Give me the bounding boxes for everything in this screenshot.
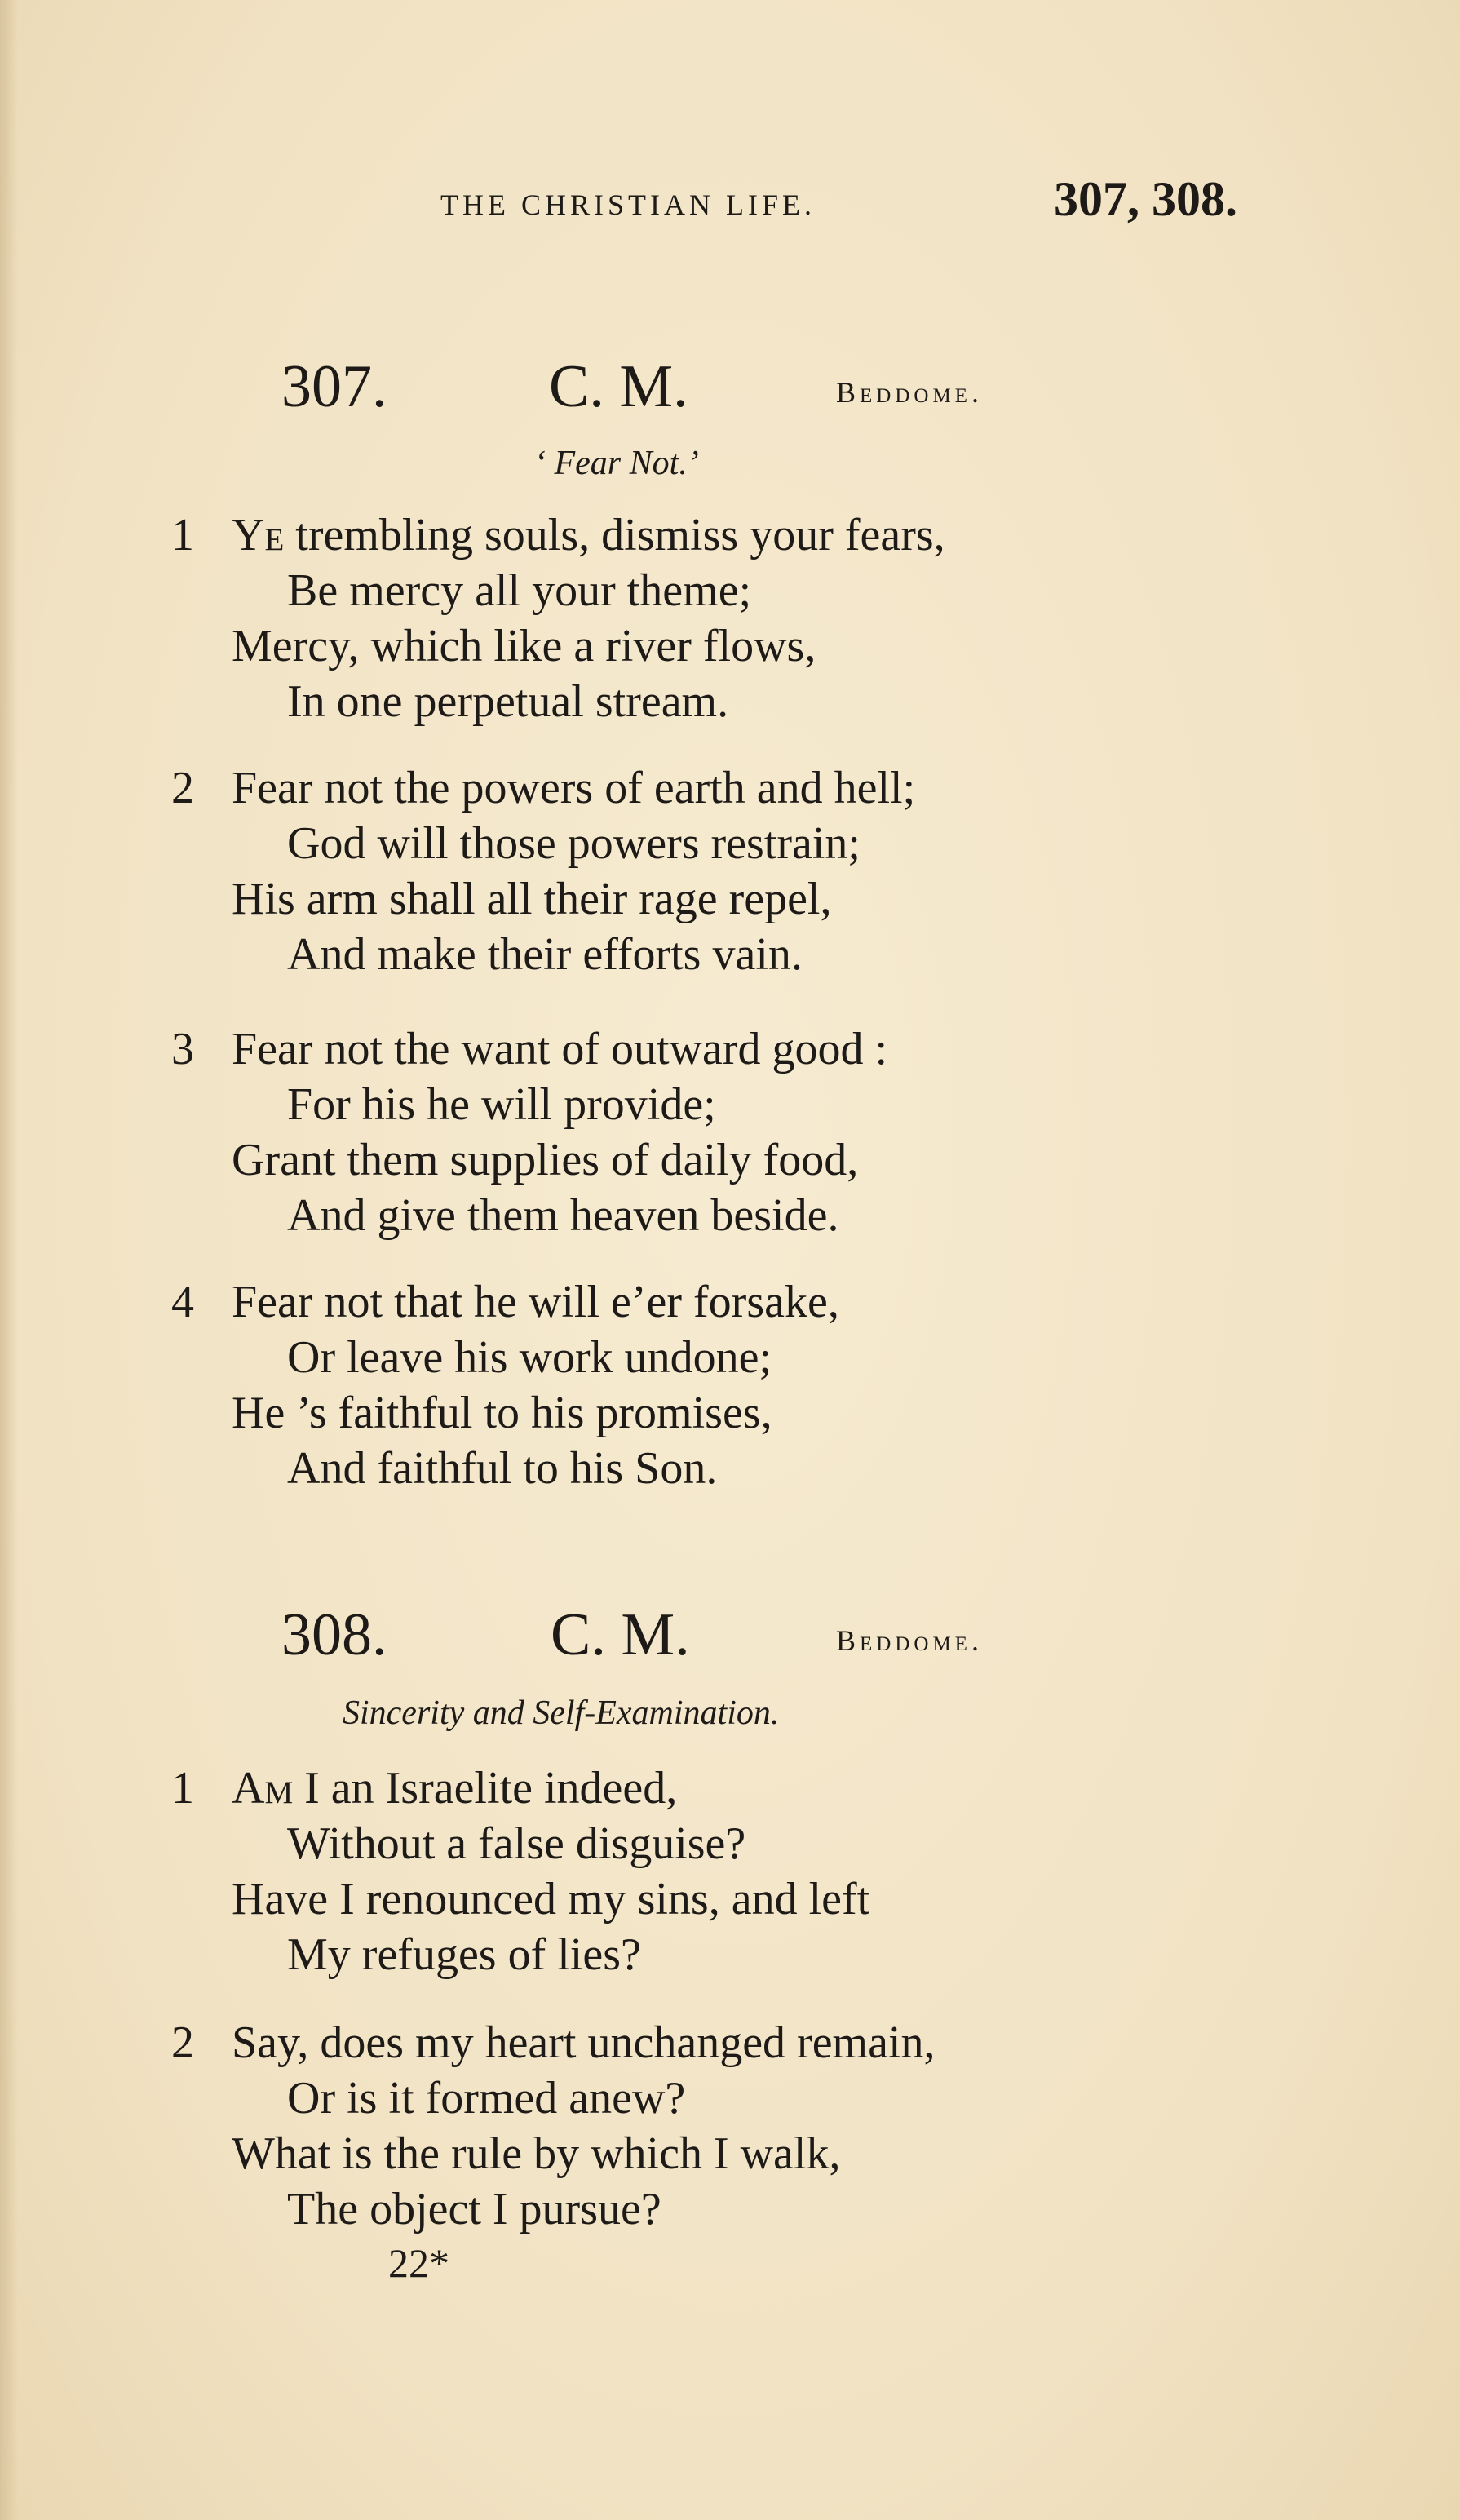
first-line-text: trembling souls, dismiss your fears, (284, 510, 945, 560)
drop-cap-word: Am (232, 1763, 294, 1814)
hymn-number: 307. (281, 353, 387, 420)
hymn-308-header (281, 1601, 1138, 1674)
stanza-number: 1 (171, 1763, 194, 1814)
printer-signature-mark: 22* (388, 2240, 449, 2286)
first-line-text: Fear not the powers of earth and hell; (232, 763, 916, 813)
stanza-number: 2 (171, 763, 194, 813)
hymn-307-header (281, 352, 1138, 426)
hymn-307-subtitle: ‘ Fear Not.’ (534, 445, 699, 482)
first-line-text: I an Israelite indeed, (293, 1763, 678, 1814)
hymn-meter: C. M. (551, 1601, 690, 1668)
stanza-number: 3 (171, 1024, 194, 1074)
hymn-308-subtitle: Sincerity and Self-Examination. (343, 1694, 780, 1732)
stanza-number: 2 (171, 2017, 194, 2068)
hymn-author: Beddome. (836, 376, 983, 409)
drop-cap-word: Ye (232, 510, 285, 560)
hymn-author: Beddome. (836, 1624, 983, 1657)
running-head-title: THE CHRISTIAN LIFE. (440, 188, 816, 221)
first-line-text: Fear not the want of outward good : (232, 1024, 888, 1074)
first-line-text: Say, does my heart unchanged remain, (232, 2017, 936, 2068)
first-line-text: Fear not that he will e’er forsake, (232, 1277, 839, 1327)
page-binding-edge (0, 0, 18, 2520)
hymn-meter: C. M. (549, 353, 688, 420)
book-page: THE CHRISTIAN LIFE. 307, 308. 307. C. M. Beddome. ‘ Fear Not.’ 1 Ye trembling souls, dismiss your fears, Be mercy all your theme; Mercy, which like a river flows, In one perpetual stream. 2 Fear not the powers of earth and hell; God will those powers restrain; His arm shall all their rage repel, And make their efforts vain. 3 Fear not the want of outward good : For his he will provide; Grant them supplies of daily food, And give them heaven beside. 4 Fear not that he will e’er forsake, Or leave his work undone; He ’s faithful to his promises, And faithful to his Son. 308. C. M. Beddome. Sincerity and Self-Examination. 1 Am I an Israelite indeed, Without a false disguise? Have I renounced my sins, and left My refuges of lies? 2 Say, does my heart unchanged remain, Or is it formed anew? What is the rule by which I walk, The object I pursue? 22* (0, 0, 1460, 2520)
running-head (440, 172, 1281, 235)
stanza-number: 1 (171, 510, 194, 560)
hymn-number: 308. (281, 1601, 387, 1668)
stanza-number: 4 (171, 1277, 194, 1327)
running-head-hymn-numbers: 307, 308. (1054, 172, 1237, 226)
